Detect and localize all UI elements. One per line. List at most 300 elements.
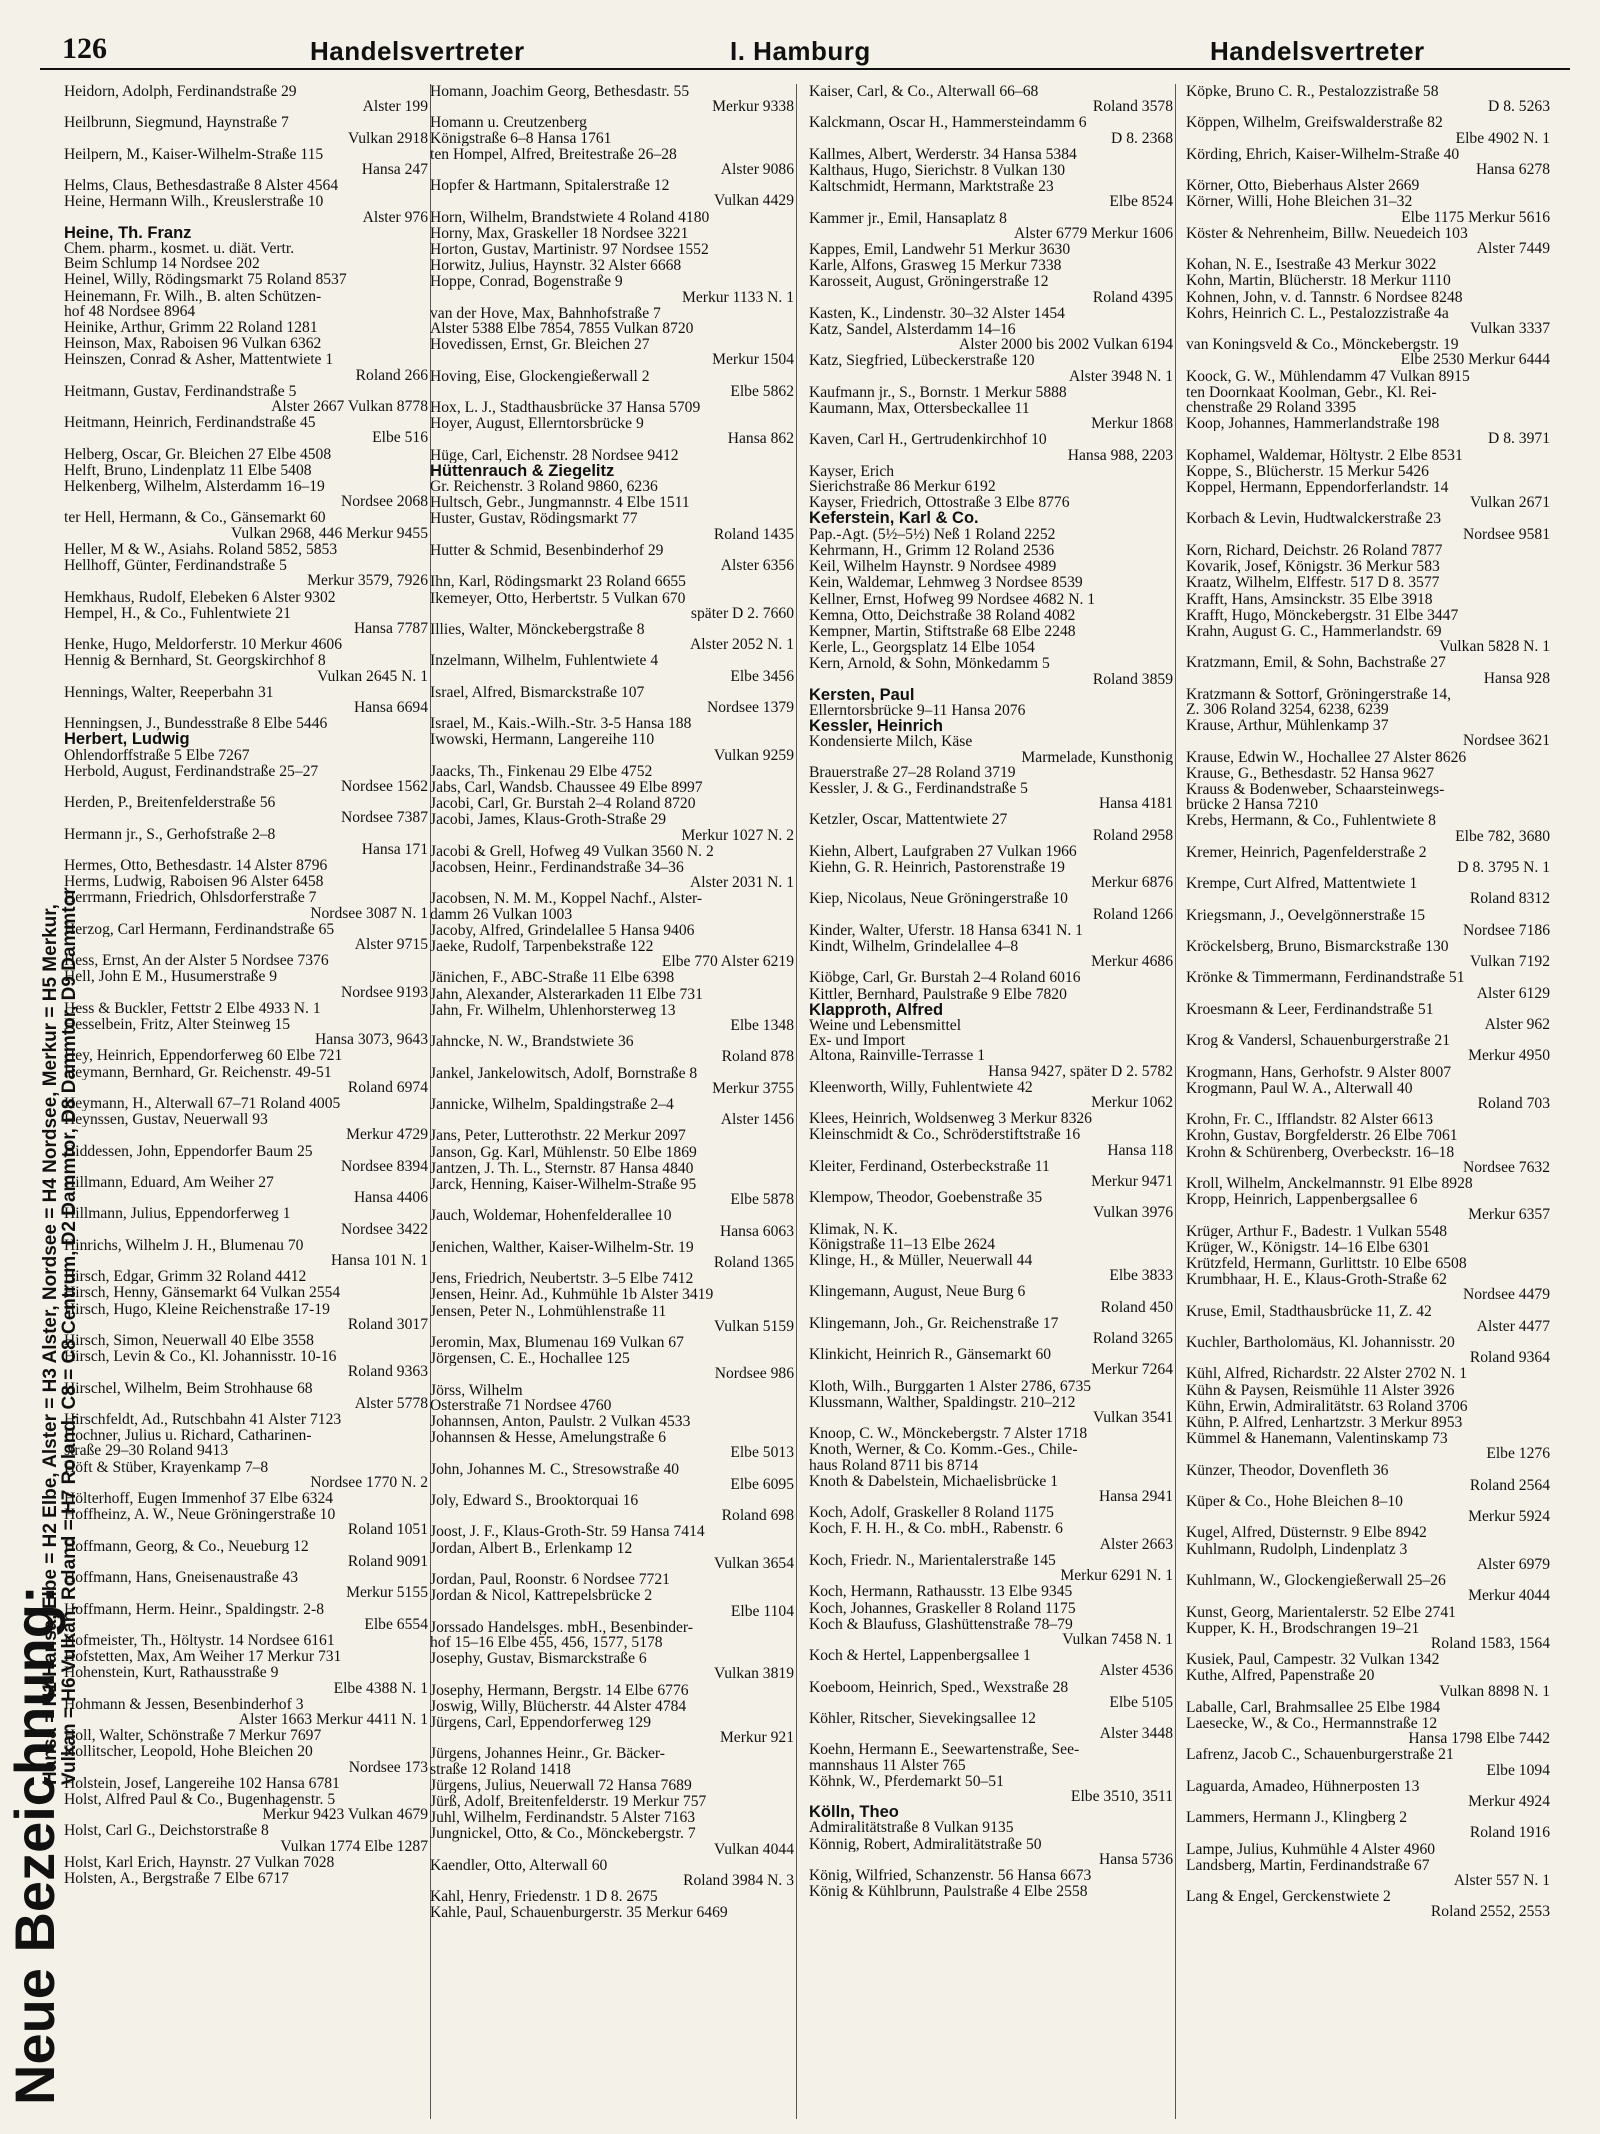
entry-line: Elbe 4902 N. 1	[1455, 130, 1550, 146]
entry-line: Kiep, Nicolaus, Neue Gröningerstraße 10	[809, 891, 1068, 907]
entry-line: Krohn & Schürenberg, Overbeckstr. 16–18	[1186, 1144, 1455, 1160]
entry-line: Alster 6356	[720, 558, 794, 574]
directory-entry	[807, 1680, 1175, 1710]
entry-line: chenstraße 29 Roland 3395	[1186, 400, 1357, 416]
entry-line: Vulkan 2968, 446 Merkur 9455	[231, 525, 428, 541]
entry-line: Merkur 1027 N. 2	[681, 827, 794, 843]
entry-line: Merkur 9471	[1091, 1174, 1173, 1190]
entry-line: Klussmann, Walther, Spaldingstr. 210–212	[809, 1394, 1076, 1411]
directory-entry	[807, 688, 1175, 718]
entry-line: Elbe 6095	[730, 1476, 794, 1493]
entry-line: Kerle, L., Georgsplatz 14 Elbe 1054	[809, 640, 1035, 656]
entry-line: Lafrenz, Jacob C., Schauenburgerstraße 21	[1186, 1747, 1454, 1763]
directory-entry	[1184, 1779, 1552, 1809]
entry-line: Beim Schlump 14 Nordsee 202	[64, 256, 260, 272]
entry-line: Nordsee 173	[348, 1759, 428, 1775]
entry-line: Altona, Rainville-Terrasse 1	[809, 1048, 986, 1064]
directory-entry	[1184, 1652, 1552, 1667]
directory-entry	[1184, 1525, 1552, 1540]
directory-entry	[62, 1238, 430, 1268]
directory-entry	[62, 1855, 430, 1870]
directory-entry	[807, 1837, 1175, 1867]
directory-entry	[428, 1541, 796, 1571]
entry-line: Merkur 4729	[346, 1127, 428, 1143]
entry-line: Herbold, August, Ferdinandstraße 25–27	[64, 763, 319, 779]
entry-line: Merkur 5155	[346, 1585, 428, 1601]
directory-entry	[62, 510, 430, 540]
entry-line: Roland 450	[1100, 1299, 1173, 1315]
entry-line: Kropp, Heinrich, Lappenbergsallee 6	[1186, 1192, 1418, 1208]
entry-line: Inzelmann, Wilhelm, Fuhlentwiete 4	[430, 653, 659, 669]
directory-entry	[807, 1648, 1175, 1678]
directory-entry	[62, 84, 430, 114]
directory-entry	[428, 400, 796, 415]
directory-entry	[62, 289, 430, 319]
entry-line: Kovarik, Josef, Königstr. 36 Merkur 583	[1186, 559, 1440, 575]
entry-line: Küper & Co., Hohe Bleichen 8–10	[1186, 1494, 1403, 1510]
entry-line: Hansa 7787	[353, 620, 428, 637]
entry-line: Nordsee 1379	[706, 699, 794, 716]
entry-line: Hirsch, Levin & Co., Kl. Johannisstr. 10-16	[64, 1349, 337, 1365]
entry-line: Z. 306 Roland 3254, 6238, 6239	[1186, 701, 1389, 718]
entry-line: Elbe 1175 Merkur 5616	[1401, 209, 1550, 225]
directory-entry	[807, 1316, 1175, 1346]
entry-line: Juhl, Wilhelm, Ferdinandstr. 5 Alster 7163	[430, 1810, 696, 1826]
entry-line: Merkur 3579, 7926	[307, 573, 428, 589]
entry-line: Hansa 118	[1107, 1142, 1173, 1158]
entry-line: Laguarda, Amadeo, Hühnerposten 13	[1186, 1778, 1420, 1794]
directory-entry	[428, 1287, 796, 1302]
directory-entry	[62, 194, 430, 224]
entry-line: Merkur 6876	[1091, 875, 1173, 891]
entry-line: Jungnickel, Otto, & Co., Mönckebergstr. 7	[430, 1826, 696, 1842]
entry-line: Vulkan 2671	[1469, 495, 1550, 511]
entry-line: Koch, F. H. H., & Co. mbH., Rabenstr. 6	[809, 1521, 1063, 1537]
entry-line: Merkur 1504	[712, 352, 794, 368]
entry-line: Hermann jr., S., Gerhofstraße 2–8	[64, 826, 276, 842]
entry-line: Elbe 516	[372, 430, 428, 446]
entry-line: Krafft, Hans, Amsinckstr. 35 Elbe 3918	[1186, 591, 1433, 607]
entry-line: Krogmann, Paul W. A., Alterwall 40	[1186, 1080, 1413, 1096]
directory-entry	[807, 1080, 1175, 1110]
entry-line: Gr. Reichenstr. 3 Roland 9860, 6236	[430, 479, 658, 495]
entry-line: straße 29–30 Roland 9413	[64, 1443, 229, 1459]
entry-line: Vulkan 4429	[713, 193, 794, 209]
entry-line: mannshaus 11 Alster 765	[809, 1757, 966, 1773]
entry-line: Jörgensen, C. E., Hochallee 125	[430, 1351, 630, 1367]
entry-line: Krause, Arthur, Mühlenkamp 37	[1186, 718, 1389, 734]
entry-line: Kleenworth, Willy, Fuhlentwiete 42	[809, 1079, 1033, 1095]
entry-line: Krohn, Gustav, Borgfelderstr. 26 Elbe 7061	[1186, 1128, 1458, 1144]
directory-entry	[62, 336, 430, 351]
entry-line: Alster 2000 bis 2002 Vulkan 6194	[958, 337, 1173, 353]
entry-line: Krohn, Fr. C., Ifflandstr. 82 Alster 6613	[1186, 1112, 1434, 1128]
directory-entry	[1184, 1335, 1552, 1365]
directory-entry	[807, 1521, 1175, 1551]
entry-line: Kellner, Ernst, Hofweg 99 Nordsee 4682 N. 1	[809, 591, 1096, 607]
entry-line: Krog & Vandersl, Schauenburgerstraße 21	[1186, 1033, 1451, 1049]
directory-entry	[1184, 845, 1552, 875]
entry-line: Hoffmann, Georg, & Co., Neueburg 12	[64, 1538, 309, 1554]
directory-entry	[807, 1003, 1175, 1079]
entry-line: Pap.-Agt. (5½–5½) Neß 1 Roland 2252	[809, 526, 1056, 542]
entry-line: Knoth, Werner, & Co. Komm.-Ges., Chile-	[809, 1442, 1078, 1458]
entry-line: Klingemann, August, Neue Burg 6	[809, 1284, 1026, 1300]
entry-line: Korn, Richard, Deichstr. 26 Roland 7877	[1186, 542, 1443, 559]
directory-entry	[62, 1570, 430, 1600]
directory-entry	[807, 1347, 1175, 1377]
entry-line: Jens, Friedrich, Neubertstr. 3–5 Elbe 7412	[430, 1271, 694, 1287]
directory-entry	[62, 1175, 430, 1205]
directory-entry	[807, 274, 1175, 304]
entry-line: Kersten, Paul	[809, 687, 915, 703]
entry-line: Kindt, Wilhelm, Grindelallee 4–8	[809, 938, 1019, 955]
entry-line: Kalckmann, Oscar H., Hammersteindamm 6	[809, 115, 1087, 131]
directory-entry	[62, 1649, 430, 1664]
entry-line: Nordsee 1562	[340, 778, 428, 795]
entry-line: Alster 5388 Elbe 7854, 7855 Vulkan 8720	[430, 321, 694, 337]
directory-entry	[62, 1144, 430, 1174]
entry-line: Horny, Max, Graskeller 18 Nordsee 3221	[430, 225, 689, 242]
entry-line: Homann u. Creutzenberg	[430, 115, 587, 131]
entry-line: Joost, J. F., Klaus-Groth-Str. 59 Hansa 7414	[430, 1524, 705, 1540]
directory-entry	[1184, 194, 1552, 224]
entry-line: Herms, Ludwig, Raboisen 96 Alster 6458	[64, 874, 324, 890]
directory-entry	[807, 1442, 1175, 1472]
entry-line: Hesselbein, Fritz, Alter Steinweg 15	[64, 1016, 291, 1033]
directory-entry	[428, 987, 796, 1002]
entry-line: Kern, Arnold, & Sohn, Mönkedamm 5	[809, 656, 1050, 672]
entry-line: Roland 9091	[347, 1553, 428, 1570]
entry-line: Elbe 1348	[730, 1017, 794, 1034]
directory-entry	[62, 1381, 430, 1411]
entry-line: Roland 8312	[1469, 891, 1550, 907]
entry-line: Köster & Nehrenheim, Billw. Neuedeich 103	[1186, 225, 1468, 242]
entry-line: Brauerstraße 27–28 Roland 3719	[809, 764, 1016, 780]
directory-entry	[807, 812, 1175, 842]
directory-entry	[1184, 1889, 1552, 1919]
entry-line: Jürgens, Carl, Eppendorferweg 129	[430, 1714, 652, 1731]
entry-line: Alster 2663	[1099, 1536, 1173, 1552]
entry-line: Elbe 2530 Merkur 6444	[1400, 352, 1550, 368]
entry-line: Alster 976	[362, 209, 428, 225]
entry-line: Hoppe, Conrad, Bogenstraße 9	[430, 274, 623, 290]
entry-line: Körner, Willi, Hohe Bleichen 31–32	[1186, 194, 1413, 210]
entry-line: Holst, Alfred Paul & Co., Bugenhagenstr. 5	[64, 1791, 336, 1808]
entry-line: Hutter & Schmid, Besenbinderhof 29	[430, 542, 664, 559]
entry-line: Nordsee 9581	[1462, 526, 1550, 542]
directory-entry	[62, 637, 430, 652]
directory-entry	[428, 1588, 796, 1618]
directory-entry	[1184, 1858, 1552, 1888]
entry-line: Alster 6979	[1476, 1556, 1550, 1573]
entry-line: Heine, Th. Franz	[64, 225, 192, 242]
entry-line: Nordsee 3087 N. 1	[310, 905, 428, 921]
entry-line: Sierichstraße 86 Merkur 6192	[809, 479, 996, 495]
entry-line: Koch, Johannes, Graskeller 8 Roland 1175	[809, 1600, 1076, 1616]
directory-entry	[1184, 464, 1552, 479]
entry-line: Hoyer, August, Ellerntorsbrücke 9	[430, 416, 644, 432]
directory-entry	[807, 1711, 1175, 1741]
entry-line: Jacobsen, N. M. M., Koppel Nachf., Alster-	[430, 891, 703, 907]
entry-line: Johannsen, Anton, Paulstr. 2 Vulkan 4533	[430, 1414, 691, 1430]
entry-line: Kasten, K., Lindenstr. 30–32 Alster 1454	[809, 305, 1065, 322]
entry-line: Alster 1663 Merkur 4411 N. 1	[238, 1711, 428, 1728]
directory-entry	[428, 1493, 796, 1523]
entry-line: hof 48 Nordsee 8964	[64, 303, 196, 320]
entry-line: ten Hompel, Alfred, Breitestraße 26–28	[430, 146, 677, 163]
entry-line: Roland 1266	[1092, 906, 1173, 922]
directory-entry	[62, 1602, 430, 1632]
entry-line: Merkur 3755	[712, 1080, 794, 1096]
entry-line: Alster 5778	[354, 1395, 428, 1412]
directory-entry	[1184, 1494, 1552, 1524]
directory-entry	[62, 969, 430, 999]
directory-entry	[1184, 592, 1552, 607]
entry-line: Hultsch, Gebr., Jungmannstr. 4 Elbe 1511	[430, 495, 690, 511]
entry-line: Kayser, Erich	[809, 463, 895, 480]
directory-entry	[428, 1161, 796, 1176]
entry-line: Kaendler, Otto, Alterwall 60	[430, 1857, 608, 1873]
directory-entry	[1184, 1621, 1552, 1651]
entry-line: Jeromin, Max, Blumenau 169 Vulkan 67	[430, 1335, 684, 1351]
entry-line: Elbe 1094	[1486, 1762, 1550, 1778]
entry-line: Kaven, Carl H., Gertrudenkirchhof 10	[809, 432, 1047, 448]
entry-line: Krumbhaar, H. E., Klaus-Groth-Straße 62	[1186, 1272, 1447, 1288]
entry-line: Künzer, Theodor, Dovenfleth 36	[1186, 1462, 1389, 1478]
entry-line: Nordsee 3621	[1462, 733, 1550, 749]
entry-line: Jacobi & Grell, Hofweg 49 Vulkan 3560 N. 2	[430, 843, 714, 859]
directory-entry	[1184, 1224, 1552, 1239]
directory-entry	[807, 1395, 1175, 1425]
directory-entry	[1184, 1128, 1552, 1143]
directory-entry	[1184, 1700, 1552, 1715]
directory-entry	[807, 179, 1175, 209]
entry-line: Hess, Ernst, An der Alster 5 Nordsee 7376	[64, 953, 329, 969]
entry-line: Vulkan 9259	[713, 747, 794, 763]
entry-line: Jacoby, Alfred, Grindelallee 5 Hansa 9406	[430, 922, 695, 938]
entry-line: D 8. 3795 N. 1	[1457, 859, 1550, 876]
entry-line: Jannicke, Wilhelm, Spaldingstraße 2–4	[430, 1097, 674, 1113]
entry-line: Hofmeister, Th., Höltystr. 14 Nordsee 6161	[64, 1632, 335, 1649]
entry-line: Elbe 6554	[364, 1616, 428, 1632]
directory-entry	[62, 1302, 430, 1332]
entry-line: Heller, M & W., Asiahs. Roland 5852, 5853	[64, 541, 338, 558]
directory-entry	[62, 1460, 430, 1490]
directory-entry	[428, 1271, 796, 1286]
entry-line: Koppe, S., Blücherstr. 15 Merkur 5426	[1186, 463, 1429, 480]
directory-entry	[62, 1633, 430, 1648]
entry-line: Nordsee 986	[714, 1366, 794, 1382]
directory-entry	[62, 463, 430, 478]
entry-line: Karosseit, August, Gröningerstraße 12	[809, 274, 1049, 290]
directory-entry	[428, 274, 796, 304]
entry-line: Vulkan 3541	[1092, 1410, 1173, 1426]
directory-entry	[428, 1003, 796, 1033]
directory-entry	[807, 385, 1175, 400]
entry-line: Illies, Walter, Mönckebergstraße 8	[430, 621, 645, 638]
entry-line: Hoffmann, Herm. Heinr., Spaldingstr. 2-8	[64, 1601, 325, 1617]
entry-line: damm 26 Vulkan 1003	[430, 906, 573, 922]
entry-line: Merkur 6357	[1468, 1207, 1550, 1223]
column-3	[807, 84, 1176, 2119]
entry-line: Kahle, Paul, Schauenburgerstr. 35 Merkur 6469	[430, 1905, 728, 1921]
entry-line: Hansa 988, 2203	[1067, 447, 1173, 463]
entry-line: Elbe 1104	[730, 1603, 794, 1619]
directory-entry	[807, 242, 1175, 257]
entry-line: Hell, John E M., Husumerstraße 9	[64, 969, 278, 985]
directory-entry	[62, 1206, 430, 1236]
entry-line: Alster 557 N. 1	[1453, 1872, 1550, 1889]
directory-entry	[807, 1884, 1175, 1899]
directory-entry	[62, 732, 430, 762]
directory-entry	[62, 764, 430, 794]
entry-line: Helms, Claus, Bethesdastraße 8 Alster 4564	[64, 178, 339, 194]
entry-line: Kiehn, G. R. Heinrich, Pastorenstraße 19	[809, 859, 1065, 876]
directory-entry	[428, 574, 796, 589]
entry-line: Vulkan 5159	[713, 1318, 794, 1335]
entry-line: Merkur 4950	[1468, 1048, 1550, 1064]
entry-line: Kühn, P. Alfred, Lenhartzstr. 3 Merkur 8953	[1186, 1415, 1463, 1431]
entry-line: Kuhlmann, Rudolph, Lindenplatz 3	[1186, 1541, 1408, 1557]
entry-line: Katz, Siegfried, Lübeckerstraße 120	[809, 353, 1035, 369]
directory-entry	[428, 1066, 796, 1096]
entry-line: König, Wilfried, Schanzenstr. 56 Hansa 6673	[809, 1867, 1092, 1884]
entry-line: Hüttenrauch & Ziegelitz	[430, 463, 615, 480]
directory-entry	[807, 147, 1175, 162]
entry-line: Hempel, H., & Co., Fuhlentwiete 21	[64, 605, 291, 621]
entry-line: Roland 1916	[1469, 1825, 1550, 1841]
directory-entry	[62, 827, 430, 857]
entry-line: Roland 3578	[1092, 99, 1173, 115]
entry-line: Vulkan 3819	[713, 1666, 794, 1682]
entry-line: Hirsch, Henny, Gänsemarkt 64 Vulkan 2554	[64, 1285, 341, 1301]
directory-entry	[807, 258, 1175, 273]
directory-entry	[1184, 813, 1552, 843]
entry-line: Holl, Walter, Schönstraße 7 Merkur 7697	[64, 1728, 322, 1744]
entry-line: Hoving, Eise, Glockengießerwall 2	[430, 368, 650, 384]
directory-entry	[1184, 226, 1552, 256]
entry-line: Alster 962	[1484, 1016, 1550, 1033]
entry-line: Karle, Alfons, Grasweg 15 Merkur 7338	[809, 258, 1062, 274]
entry-line: Jankel, Jankelowitsch, Adolf, Bornstraße 8	[430, 1065, 698, 1081]
entry-line: Elbe 3833	[1109, 1268, 1173, 1284]
entry-line: D 8. 3971	[1488, 431, 1550, 447]
header-title-center: I. Hamburg	[730, 36, 871, 66]
entry-line: Merkur 921	[719, 1730, 794, 1746]
entry-line: Alster 6129	[1476, 985, 1550, 1001]
directory-entry	[62, 558, 430, 588]
entry-line: Alster 2667 Vulkan 8778	[271, 399, 428, 415]
entry-line: Krahn, August G. C., Hammerlandstr. 69	[1186, 623, 1442, 640]
directory-entry	[1184, 1366, 1552, 1381]
entry-line: später D 2. 7660	[690, 605, 794, 621]
directory-entry	[1184, 480, 1552, 510]
entry-line: Heinel, Willy, Rödingsmarkt 75 Roland 8537	[64, 272, 347, 288]
column-2	[428, 84, 797, 2119]
directory-entry	[1184, 115, 1552, 145]
directory-entry	[1184, 1192, 1552, 1222]
entry-line: Homann, Joachim Georg, Bethesdastr. 55	[430, 84, 690, 100]
entry-line: Joly, Edward S., Brooktorquai 16	[430, 1493, 639, 1509]
entry-line: Koch & Hertel, Lappenbergsallee 1	[809, 1648, 1031, 1664]
entry-line: Hirsch, Simon, Neuerwall 40 Elbe 3558	[64, 1333, 314, 1349]
directory-entry	[62, 1792, 430, 1822]
directory-entry	[62, 147, 430, 177]
directory-entry	[62, 1728, 430, 1743]
entry-line: Vulkan 2645 N. 1	[317, 668, 428, 684]
entry-line: Krause, G., Bethesdastr. 52 Hansa 9627	[1186, 765, 1435, 781]
entry-line: Kohn, Martin, Blücherstr. 18 Merkur 1110	[1186, 273, 1451, 289]
directory-entry	[428, 1620, 796, 1650]
entry-line: Lampe, Julius, Kuhmühle 4 Alster 4960	[1186, 1841, 1436, 1857]
directory-entry	[1184, 1810, 1552, 1840]
entry-line: König & Kühlbrunn, Paulstraße 4 Elbe 2558	[809, 1884, 1088, 1900]
entry-line: Kühn & Paysen, Reismühle 11 Alster 3926	[1186, 1382, 1455, 1398]
entry-line: Nordsee 3422	[340, 1221, 428, 1237]
entry-line: Jacobi, Carl, Gr. Burstah 2–4 Roland 8720	[430, 796, 696, 812]
directory-entry	[428, 1208, 796, 1238]
entry-line: Kappes, Emil, Landwehr 51 Merkur 3630	[809, 242, 1071, 258]
directory-entry	[428, 1826, 796, 1856]
directory-entry	[428, 1778, 796, 1793]
directory-entry	[1184, 511, 1552, 541]
directory-entry	[1184, 1431, 1552, 1461]
entry-line: Vulkan 3654	[713, 1555, 794, 1572]
entry-line: D 8. 2368	[1111, 130, 1173, 146]
entry-line: Ellerntorsbrücke 9–11 Hansa 2076	[809, 702, 1026, 719]
directory-entry	[807, 970, 1175, 985]
directory-entry	[62, 1539, 430, 1569]
directory-entry	[1184, 1304, 1552, 1334]
entry-line: Kraatz, Wilhelm, Elffestr. 517 D 8. 3577	[1186, 575, 1440, 591]
entry-line: Merkur 1868	[1091, 416, 1173, 432]
entry-line: Jans, Peter, Lutterothstr. 22 Merkur 2097	[430, 1128, 686, 1144]
header-title-left: Handelsvertreter	[310, 36, 525, 66]
entry-line: Alster 3948 N. 1	[1069, 368, 1173, 384]
entry-line: Klinkicht, Heinrich R., Gänsemarkt 60	[809, 1347, 1052, 1363]
directory-entry	[807, 781, 1175, 811]
directory-entry	[62, 226, 430, 272]
directory-entry	[428, 1683, 796, 1698]
entry-line: Jürgens, Julius, Neuerwall 72 Hansa 7689	[430, 1777, 692, 1793]
directory-entry	[428, 1524, 796, 1539]
directory-entry	[62, 1349, 430, 1379]
entry-line: Alster 199	[362, 99, 428, 115]
entry-line: Katz, Sandel, Alsterdamm 14–16	[809, 322, 1016, 338]
entry-line: Kühl, Alfred, Richardstr. 22 Alster 2702 N. 1	[1186, 1366, 1468, 1382]
directory-entry	[428, 891, 796, 921]
directory-entry	[428, 84, 796, 114]
directory-entry	[807, 543, 1175, 558]
directory-entry	[807, 1868, 1175, 1883]
entry-line: Koch, Friedr. N., Marientalerstraße 145	[809, 1552, 1056, 1569]
directory-entry	[428, 1462, 796, 1492]
entry-line: Admiralitätstraße 8 Vulkan 9135	[809, 1820, 1014, 1836]
entry-line: Koch, Hermann, Rathausstr. 13 Elbe 9345	[809, 1584, 1073, 1600]
entry-line: Krönke & Timmermann, Ferdinandstraße 51	[1186, 970, 1465, 986]
directory-entry	[62, 1333, 430, 1348]
entry-line: Vulkan 3976	[1092, 1205, 1173, 1221]
entry-line: Hollitscher, Leopold, Hohe Bleichen 20	[64, 1744, 313, 1760]
entry-line: Roland 878	[721, 1049, 794, 1065]
directory-entry	[428, 416, 796, 446]
directory-entry	[62, 1507, 430, 1537]
directory-entry	[807, 1774, 1175, 1804]
entry-line: Heinson, Max, Raboisen 96 Vulkan 6362	[64, 336, 322, 352]
entry-line: Königstraße 11–13 Elbe 2624	[809, 1236, 996, 1253]
directory-entry	[1184, 1573, 1552, 1603]
